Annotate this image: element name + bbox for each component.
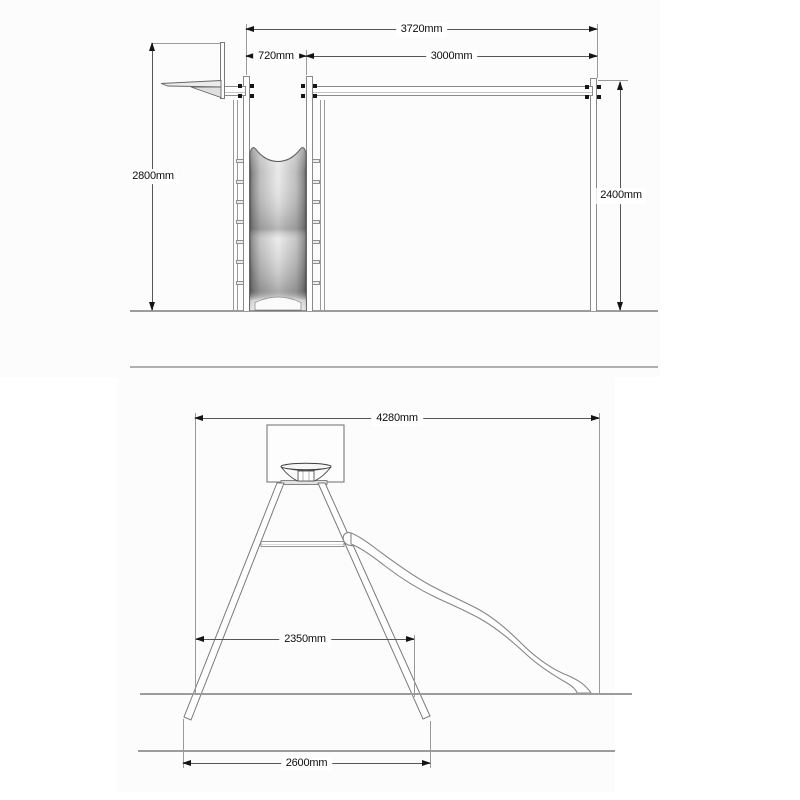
bolt [597, 85, 601, 89]
arrow-right-icon [422, 760, 431, 766]
dim-legs-ground-spread [196, 633, 414, 646]
dim-bar-span [306, 50, 597, 63]
bolt [597, 95, 601, 99]
bolt [238, 84, 242, 88]
dim-total-width [246, 23, 597, 36]
bolt [301, 84, 305, 88]
arrow-left-icon [245, 26, 254, 32]
dim-label-bar-span: 3000mm [426, 50, 478, 64]
aframe-leg-left [184, 483, 284, 720]
arrow-right-icon [591, 415, 600, 421]
dim-label-backboard-offset: 720mm [253, 50, 299, 64]
dim-label-legs-ground-spread: 2350mm [279, 633, 331, 647]
extension-line [597, 24, 598, 78]
bolt [301, 94, 305, 98]
extension-line [195, 413, 196, 693]
side-base-line [138, 750, 615, 752]
dim-label-backboard-height: 2800mm [128, 169, 178, 185]
front-base-line [130, 366, 658, 368]
arrow-down-icon [617, 302, 623, 311]
bolt [313, 94, 317, 98]
bolt [250, 94, 254, 98]
arrow-right-icon [589, 53, 598, 59]
ladder-rail-left-inner [237, 100, 238, 310]
dim-backboard-offset [246, 50, 306, 63]
dim-label-total-depth: 4280mm [371, 412, 423, 426]
arrow-left-icon [194, 415, 203, 421]
slide-profile [351, 533, 591, 693]
dim-total-depth [195, 412, 599, 425]
arrow-down-icon [149, 302, 155, 311]
bolt [313, 84, 317, 88]
extension-line [598, 80, 628, 81]
hoop-rim [161, 81, 221, 88]
ladder-rail-left-outer [233, 100, 234, 310]
chute-shading [250, 148, 306, 311]
arrow-left-icon [182, 760, 191, 766]
front-ground-line [130, 310, 658, 312]
arrow-left-icon [305, 53, 314, 59]
dim-label-post-height: 2400mm [596, 188, 646, 204]
backboard-bracket-bar [224, 86, 246, 96]
extension-line [599, 413, 600, 693]
dim-feet-spread [183, 757, 430, 770]
bolt [250, 84, 254, 88]
dim-backboard-height [132, 43, 174, 310]
slide-chute-front [248, 144, 308, 311]
dim-label-feet-spread: 2600mm [281, 757, 333, 771]
top-bar [312, 86, 593, 96]
arrow-right-icon [406, 636, 415, 642]
arrow-up-icon [617, 81, 623, 90]
hoop-rim-graphic [156, 76, 224, 102]
arrow-up-icon [149, 42, 155, 51]
ladder-rail-right-inner [320, 100, 321, 310]
rim-bracket [191, 87, 221, 98]
dim-label-total-width: 3720mm [396, 23, 448, 37]
bolt [585, 85, 589, 89]
net-base [298, 471, 314, 481]
extension-line [414, 635, 415, 697]
ladder-rail-right-outer [324, 100, 325, 310]
arrow-left-icon [195, 636, 204, 642]
bolt [585, 95, 589, 99]
extension-line [152, 43, 220, 44]
side-ground-line [140, 693, 632, 695]
bolt [238, 94, 242, 98]
arrow-right-icon [589, 26, 598, 32]
dim-post-height [600, 82, 642, 310]
side-elevation-graphic [140, 420, 620, 732]
